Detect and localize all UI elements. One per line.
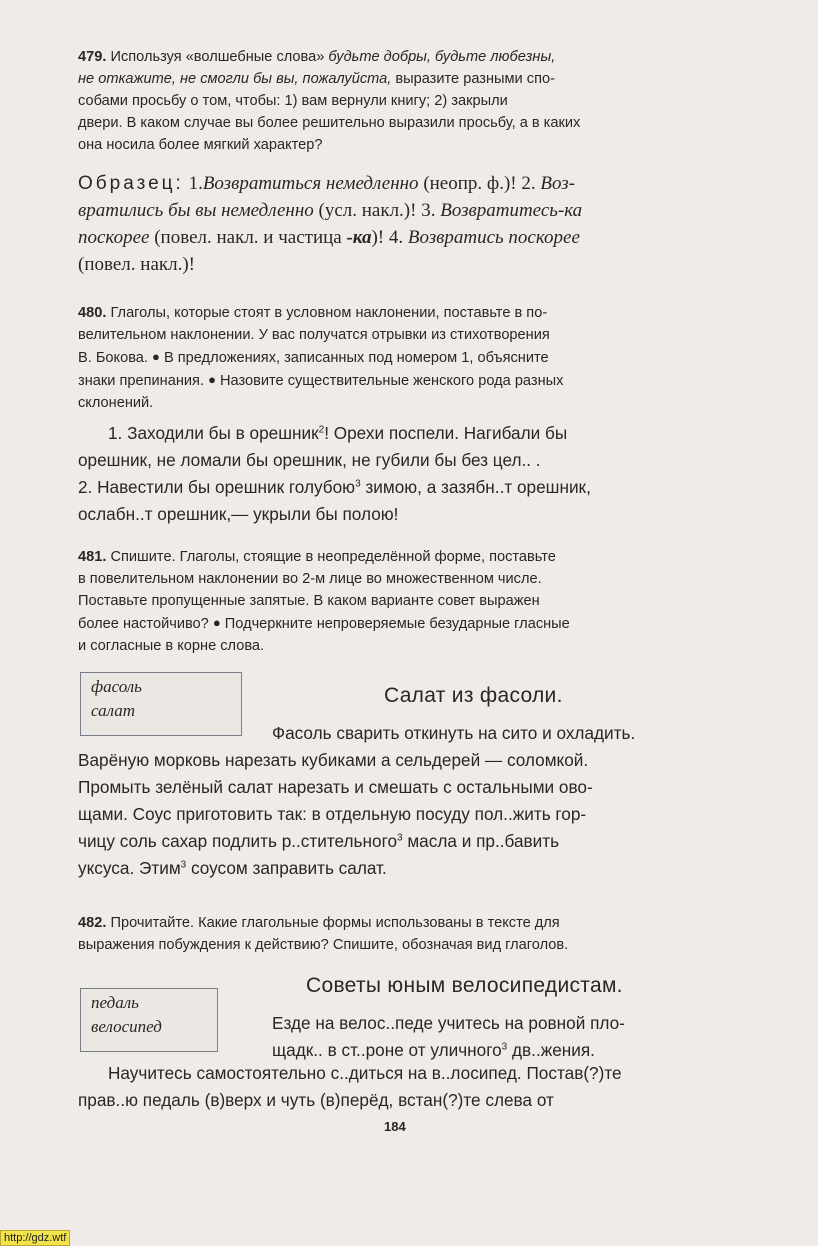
task-text: собами просьбу о том, чтобы: 1) вам вернули книгу; 2) закрыли <box>78 93 508 109</box>
task-number: 480. <box>78 305 107 321</box>
vocab-word: велосипед <box>91 1017 162 1036</box>
task-text: более настойчиво? <box>78 616 209 632</box>
sample-block <box>78 170 748 278</box>
sample-example: Возвратитесь-ка <box>440 200 583 221</box>
task-text: В предложениях, записанных под номером 1, объясните <box>163 350 549 366</box>
magic-words: будьте добры, будьте любезны, <box>328 49 556 65</box>
vocab-word: педаль <box>91 993 139 1012</box>
bike-text-first <box>272 1010 748 1037</box>
salad-text <box>78 747 748 882</box>
sample-label: Образец: <box>78 173 184 194</box>
sample-text: (повел. накл.)! <box>78 254 195 275</box>
sample-example: Возвратись поскорее <box>407 227 580 248</box>
poem-block <box>108 420 748 447</box>
task-number: 482. <box>78 915 107 931</box>
task-text: Спишите. Глаголы, стоящие в неопределённой форме, поставьте <box>110 549 556 565</box>
sample-text: (усл. накл.)! 3. <box>318 200 436 221</box>
task-number: 481. <box>78 549 107 565</box>
footnote-mark: 3 <box>397 832 403 844</box>
task-480 <box>78 302 748 414</box>
text-line: Фасоль сварить откинуть на сито и охладить. <box>272 723 636 743</box>
task-text: Используя «волшебные слова» <box>110 49 325 65</box>
poem-block-cont <box>78 447 748 528</box>
text-line: Научитесь самостоятельно с..диться на в..лосипед. Постав(?)те <box>108 1063 622 1083</box>
text-line: чицу соль сахар подлить р..стительного <box>78 831 398 851</box>
text-title: Советы юным велосипедистам. <box>306 974 623 997</box>
magic-words: не откажите, не смогли бы вы, пожалуйста, <box>78 71 392 87</box>
footnote-mark: 3 <box>501 1041 508 1053</box>
text-line: уксуса. Этим <box>78 858 181 878</box>
text-line: щадк.. в ст..роне от уличного <box>272 1040 502 1060</box>
vocab-word: салат <box>91 701 136 720</box>
task-text: двери. В каком случае вы более решительно выразили просьбу, а в каких <box>78 115 581 131</box>
task-text: выражения побуждения к действию? Спишите, обозначая вид глаголов. <box>78 937 569 953</box>
text-line: Езде на велос..педе учитесь на ровной пло- <box>272 1013 625 1033</box>
sample-text: (повел. накл. и частица <box>154 227 342 248</box>
poem-line: зимою, а зазябн..т орешник, <box>360 477 591 497</box>
task-text: выразите разными спо- <box>395 71 555 87</box>
bike-text <box>78 1060 748 1114</box>
footnote-mark: 2 <box>318 424 325 436</box>
bullet-icon: ● <box>212 615 221 630</box>
task-text: Назовите существительные женского рода разных <box>219 373 564 389</box>
task-number: 479. <box>78 49 107 65</box>
task-text: Глаголы, которые стоят в условном наклонении, поставьте в по- <box>110 305 548 321</box>
poem-line: 2. Навестили бы орешник голубою <box>78 477 356 497</box>
sample-example: -ка <box>346 227 372 248</box>
task-text: Прочитайте. Какие глагольные формы использованы в тексте для <box>110 915 560 931</box>
task-482 <box>78 912 748 956</box>
task-text: в повелительном наклонении во 2-м лице во множественном числе. <box>78 571 542 587</box>
footnote-mark: 3 <box>355 478 361 490</box>
sample-text: )! 4. <box>371 227 404 248</box>
sample-example: Воз- <box>540 173 575 194</box>
vocabulary-box <box>80 672 242 736</box>
task-text: В. Бокова. <box>78 350 148 366</box>
salad-text-first <box>272 720 748 747</box>
task-text: и согласные в корне слова. <box>78 638 265 654</box>
poem-line: ослабн..т орешник,— укрыли бы полою! <box>78 504 399 524</box>
bullet-icon: ● <box>152 349 160 364</box>
poem-line: орешник, не ломали бы орешник, не губили бы без цел.. . <box>78 450 541 470</box>
task-text: знаки препинания. <box>78 373 204 389</box>
text-line: прав..ю педаль (в)верх и чуть (в)перёд, встан(?)те слева от <box>78 1090 554 1110</box>
text-line: дв..жения. <box>507 1040 595 1060</box>
task-text: Подчеркните непроверяемые безударные гласные <box>224 616 570 632</box>
poem-line: ! Орехи поспели. Нагибали бы <box>324 423 568 443</box>
footnote-mark: 3 <box>180 859 187 871</box>
text-line: Промыть зелёный салат нарезать и смешать с остальными ово- <box>78 777 593 797</box>
sample-text: (неопр. ф.)! 2. <box>423 173 536 194</box>
sample-example: поскорее <box>78 227 150 248</box>
poem-line: 1. Заходили бы в орешник <box>108 423 319 443</box>
text-line: щами. Соус приготовить так: в отдельную посуду пол..жить гор- <box>78 804 587 824</box>
task-text: Поставьте пропущенные запятые. В каком варианте совет выражен <box>78 593 540 609</box>
text-title: Салат из фасоли. <box>384 684 563 707</box>
vocab-word: фасоль <box>91 677 142 696</box>
text-line: Варёную морковь нарезать кубиками а сельдерей — соломкой. <box>78 750 589 770</box>
watermark-link[interactable]: http://gdz.wtf <box>0 1230 70 1246</box>
sample-example: Возвратиться немедленно <box>202 173 419 194</box>
task-481 <box>78 546 748 657</box>
task-text: она носила более мягкий характер? <box>78 137 323 153</box>
task-479 <box>78 46 748 156</box>
text-line: масла и пр..бавить <box>402 831 560 851</box>
vocabulary-box <box>80 988 218 1052</box>
page-number: 184 <box>384 1119 406 1134</box>
sample-text: 1. <box>188 173 203 194</box>
task-text: велительном наклонении. У вас получатся отрывки из стихотворения <box>78 327 550 343</box>
sample-example: вратились бы вы немедленно <box>78 200 314 221</box>
text-line: соусом заправить салат. <box>186 858 387 878</box>
bullet-icon: ● <box>208 372 216 387</box>
task-text: склонений. <box>78 395 154 411</box>
